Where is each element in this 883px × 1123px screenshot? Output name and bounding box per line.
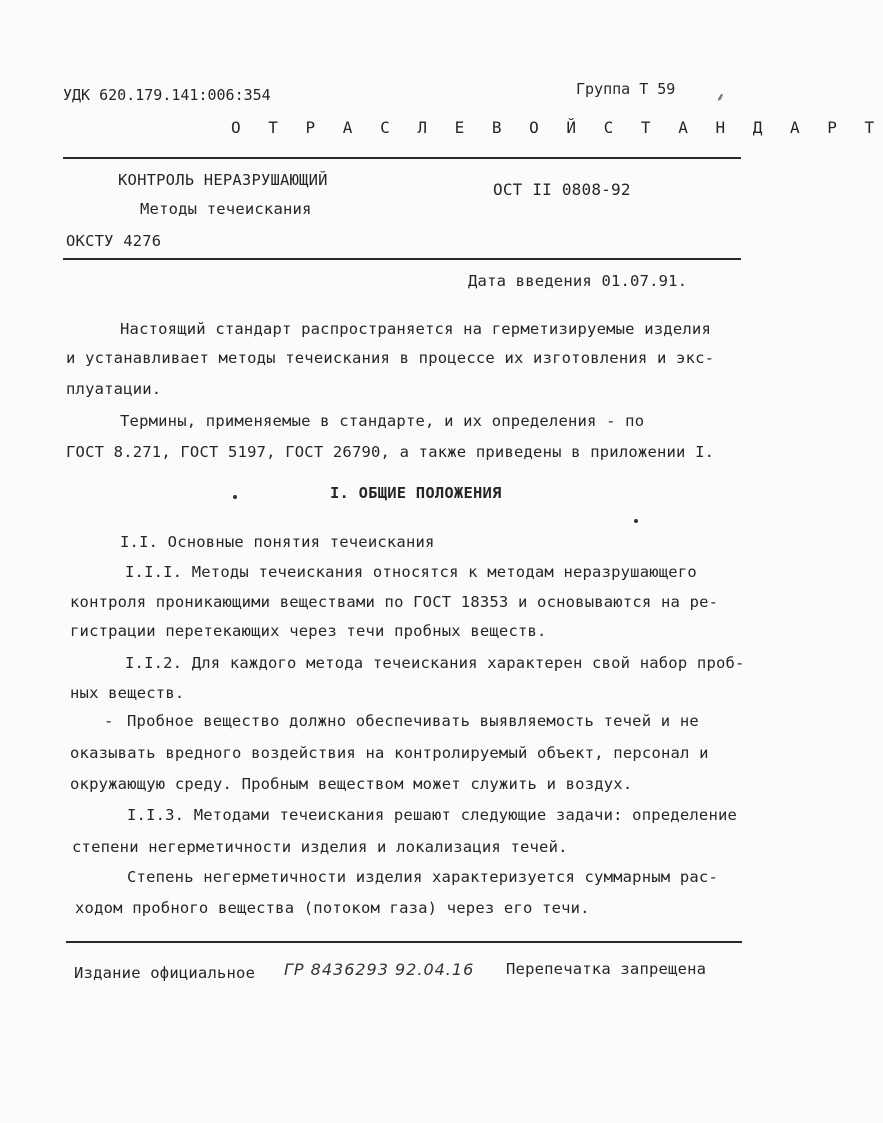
corner-mark-icon: ⸙ [716, 90, 726, 104]
intro-date: Дата введения 01.07.91. [468, 272, 688, 290]
top-rule [63, 157, 741, 159]
footer-rule [66, 941, 742, 943]
standard-code: ОСТ II 0808-92 [493, 180, 631, 199]
clause-1-1-heading: I.I. Основные понятия течеискания [120, 533, 435, 551]
section-heading: I. ОБЩИЕ ПОЛОЖЕНИЯ [330, 484, 502, 502]
paragraph-scope-line-1: Настоящий стандарт распространяется на герметизируемые изделия [120, 320, 711, 338]
clause-1-1-2-line-2: ных веществ. [70, 684, 185, 702]
clause-1-1-2-line-1: I.I.2. Для каждого метода течеискания характерен свой набор проб- [125, 654, 745, 672]
paragraph-probe-line-3: окружающую среду. Пробным веществом может служить и воздух. [70, 775, 633, 793]
group-code: Группа Т 59 [576, 80, 676, 98]
dash-mark-icon: - [104, 712, 114, 730]
clause-1-1-3-line-1: I.I.3. Методами течеискания решают следующие задачи: определение [127, 806, 738, 824]
speck-mark-icon [634, 519, 638, 523]
paragraph-probe-line-1: Пробное вещество должно обеспечивать выявляемость течей и не [127, 712, 699, 730]
clause-1-1-1-line-3: гистрации перетекающих через течи пробных веществ. [70, 622, 547, 640]
title-rule [63, 258, 741, 260]
title-line-1: КОНТРОЛЬ НЕРАЗРУШАЮЩИЙ [118, 171, 328, 189]
reprint-notice: Перепечатка запрещена [506, 960, 707, 978]
paragraph-leak-line-2: ходом пробного вещества (потоком газа) через его течи. [75, 899, 590, 917]
paragraph-scope-line-3: плуатации. [66, 380, 162, 398]
paragraph-terms-line-1: Термины, применяемые в стандарте, и их определения - по [120, 412, 645, 430]
udc-code: УДК 620.179.141:006:354 [63, 86, 271, 104]
registration-handwritten: ГР 8436293 92.04.16 [284, 960, 475, 979]
clause-1-1-3-line-2: степени негерметичности изделия и локализация течей. [72, 838, 568, 856]
paragraph-terms-line-2: ГОСТ 8.271, ГОСТ 5197, ГОСТ 26790, а также приведены в приложении I. [66, 443, 715, 461]
edition-label: Издание официальное [74, 964, 256, 982]
paragraph-scope-line-2: и устанавливает методы течеискания в процессе их изготовления и экс- [66, 349, 715, 367]
standard-type-heading: О Т Р А С Л Е В О Й С Т А Н Д А Р Т [231, 118, 883, 137]
okstu-code: ОКСТУ 4276 [66, 232, 162, 250]
clause-1-1-1-line-2: контроля проникающими веществами по ГОСТ 18353 и основываются на ре- [70, 593, 719, 611]
paragraph-leak-line-1: Степень негерметичности изделия характеризуется суммарным рас- [127, 868, 718, 886]
clause-1-1-1-line-1: I.I.I. Методы течеискания относятся к методам неразрушающего [125, 563, 697, 581]
title-line-2: Методы течеискания [140, 200, 312, 218]
paragraph-probe-line-2: оказывать вредного воздействия на контролируемый объект, персонал и [70, 744, 709, 762]
speck-mark-icon [233, 495, 237, 499]
